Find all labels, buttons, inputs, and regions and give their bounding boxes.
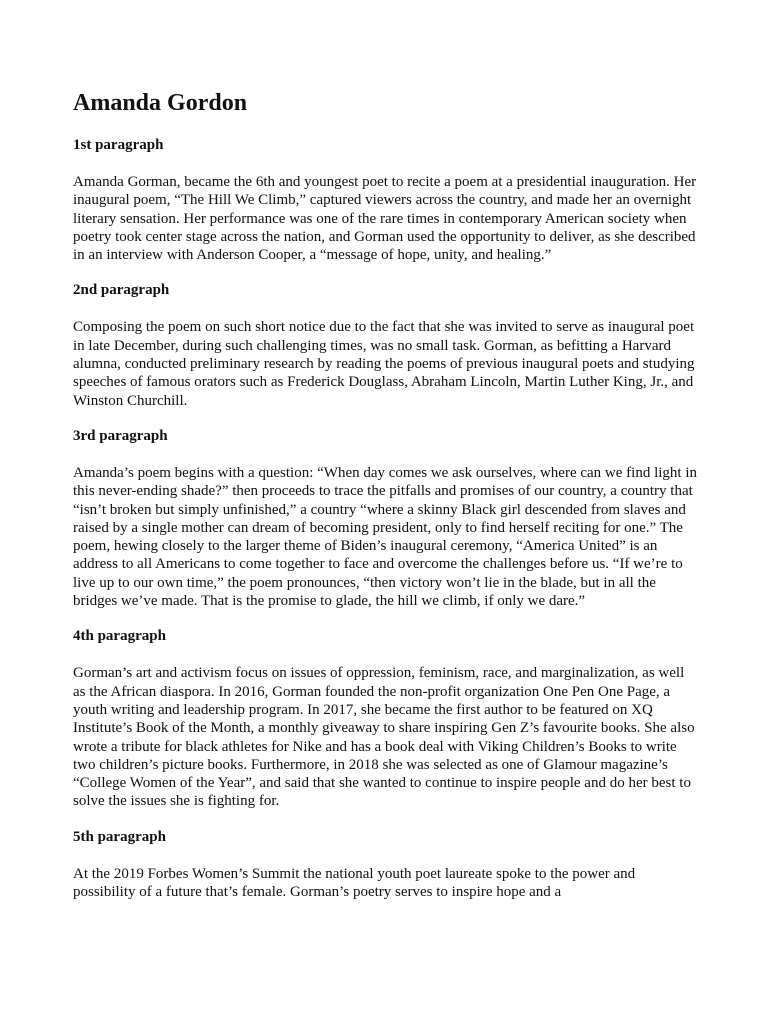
section-paragraph-3: Amanda’s poem begins with a question: “When day comes we ask ourselves, where can we find light in this never-ending shade?” then proceeds to trace the pitfalls and promises of our country, a country that “isn’t broken but simply unfinished,” a country “where a skinny Black girl descended from slaves and raised by a single mother can dream of becoming president, only to find herself reciting for one.” The poem, hewing closely to the larger theme of Biden’s inaugural ceremony, “America United” is an address to all Americans to come together to face and overcome the challenges before us. “If we’re to live up to our own time,” the poem pronounces, “then victory won’t lie in the blade, but in all the bridges we’ve made. That is the promise to glade, the hill we climb, if only we dare.” — [73, 464, 698, 610]
document-page — [73, 88, 697, 918]
section-heading-1: 1st paragraph — [73, 137, 164, 153]
document-title: Amanda Gordon — [73, 90, 248, 116]
section-paragraph-1: Amanda Gorman, became the 6th and youngest poet to recite a poem at a presidential inauguration. Her inaugural poem, “The Hill We Climb,” captured viewers across the country, and made her an overnight literary sensation. Her performance was one of the rare times in contemporary American society when poetry took center stage across the nation, and Gorman used the opportunity to deliver, as she described in an interview with Anderson Cooper, a “message of hope, unity, and healing.” — [73, 174, 697, 264]
section-paragraph-2: Composing the poem on such short notice due to the fact that she was invited to serve as inaugural poet in late December, during such challenging times, was no small task. Gorman, as befitting a Harvard alumna, conducted preliminary research by reading the poems of previous inaugural poets and studying speeches of famous orators such as Frederick Douglass, Abraham Lincoln, Martin Luther King, Jr., and Winston Churchill. — [73, 319, 695, 409]
section-heading-2: 2nd paragraph — [73, 282, 170, 299]
section-heading-4: 4th paragraph — [73, 628, 166, 645]
section-paragraph-5: At the 2019 Forbes Women’s Summit the national youth poet laureate spoke to the power and possibility of a future that’s female. Gorman’s poetry serves to inspire hope and a — [73, 865, 636, 901]
section-heading-5: 5th paragraph — [73, 828, 166, 845]
section-paragraph-4: Gorman’s art and activism focus on issues of oppression, feminism, race, and marginalization, as well as the African diaspora. In 2016, Gorman founded the non-profit organization One Pen One Page, a youth writing and leadership program. In 2017, she became the first author to be featured on XQ Institute’s Book of the Month, a monthly giveaway to share inspiring Gen Z’s favourite books. She also wrote a tribute for black athletes for Nike and has a book deal with Viking Children’s Books to write two children’s picture books. Furthermore, in 2018 she was selected as one of Glamour magazine’s “College Women of the Year”, and said that she wanted to continue to inspire people and do her best to solve the issues she is fighting for. — [73, 665, 695, 810]
section-heading-3: 3rd paragraph — [73, 427, 168, 444]
